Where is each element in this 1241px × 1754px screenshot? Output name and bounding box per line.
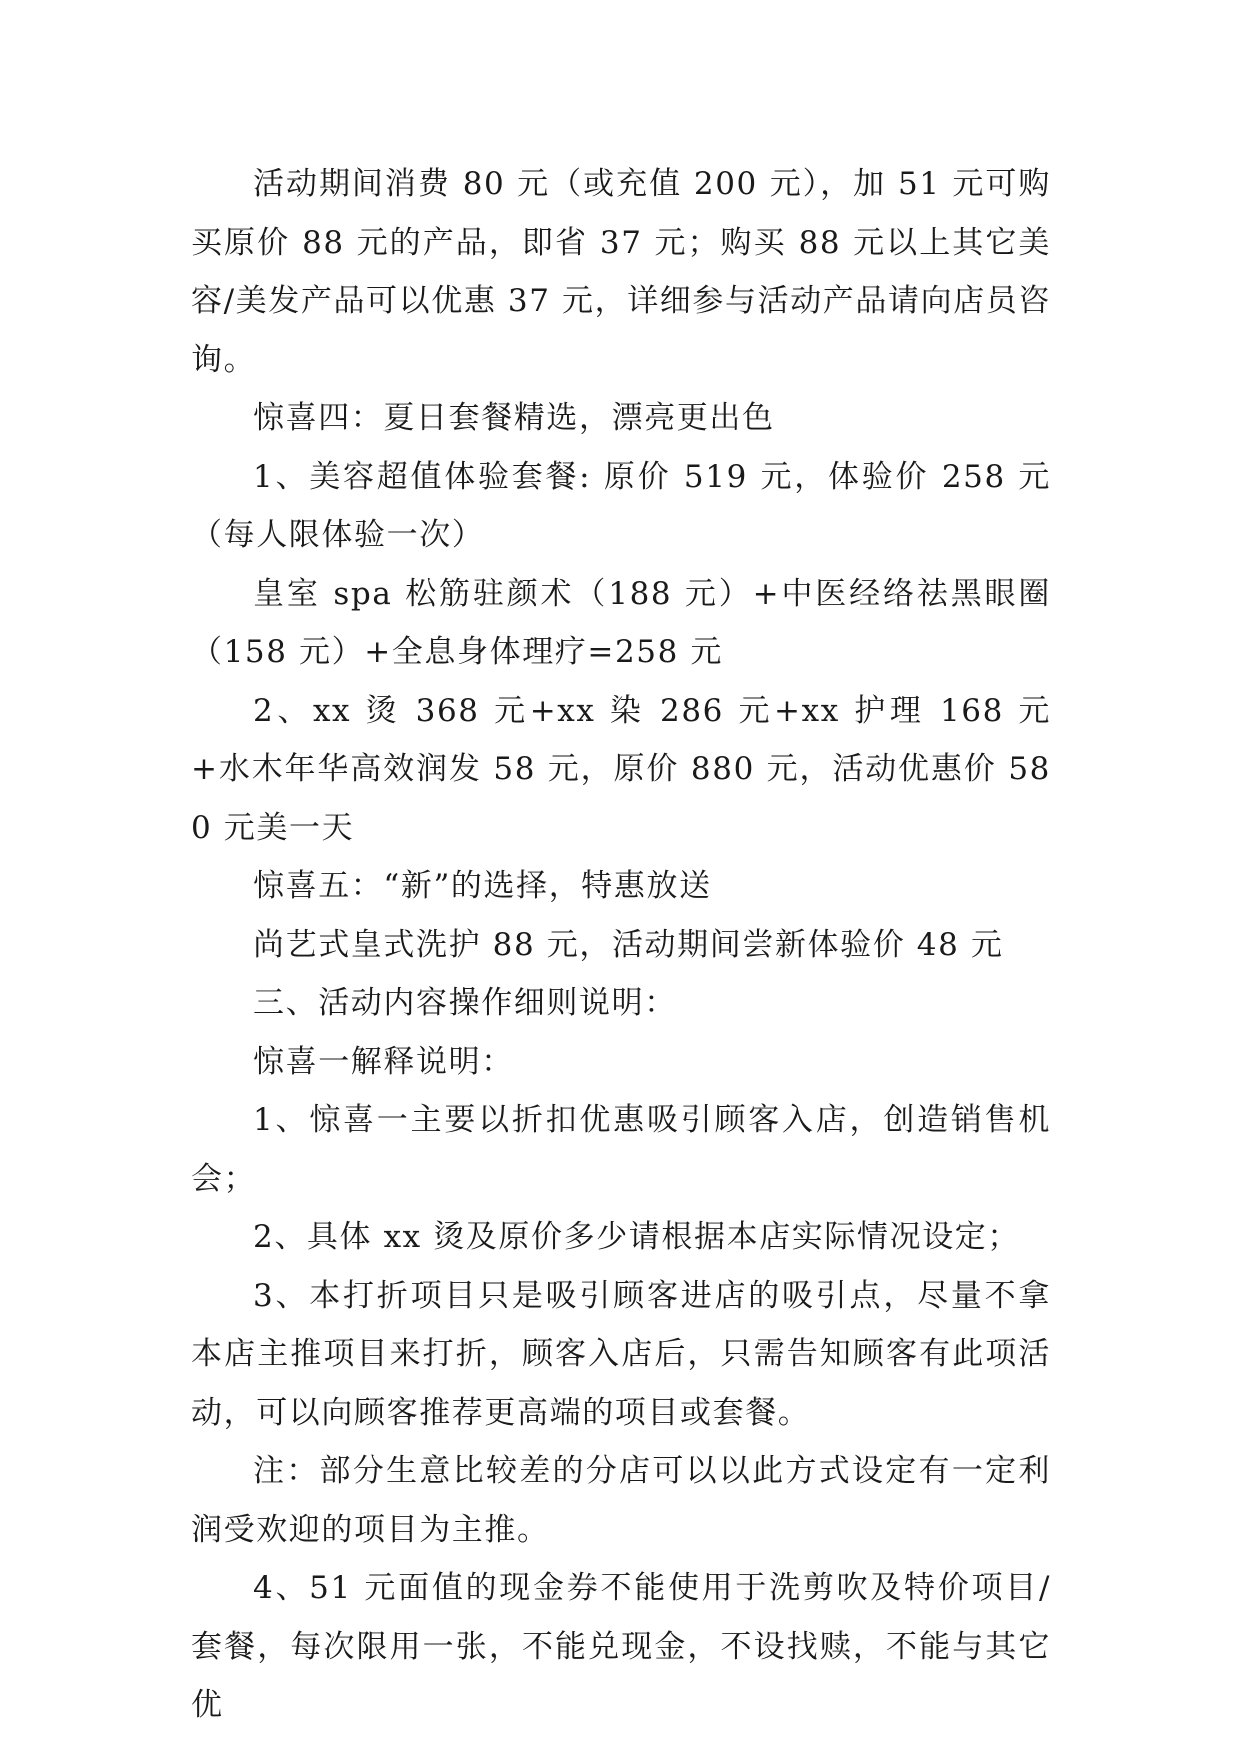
heading-section-three: 三、活动内容操作细则说明： xyxy=(253,985,677,1021)
paragraph-package-contents: 皇室 spa 松筋驻颜术（188 元）+中医经络祛黑眼圈（158 元）+全息身体理疗=258 元 xyxy=(191,575,1051,670)
list-item-2: 2、具体 xx 烫及原价多少请根据本店实际情况设定； xyxy=(253,1219,1020,1255)
list-item-3: 3、本打折项目只是吸引顾客进店的吸引点，尽量不拿本店主推项目来打折，顾客入店后，只需告知顾客有此项活动，可以向顾客推荐更高端的项目或套餐。 xyxy=(191,1277,1051,1431)
heading-surprise-four: 惊喜四：夏日套餐精选，漂亮更出色 xyxy=(253,400,775,436)
paragraph-note: 注：部分生意比较差的分店可以以此方式设定有一定利润受欢迎的项目为主推。 xyxy=(191,1453,1051,1548)
paragraph-beauty-package: 1、美容超值体验套餐: 原价 519 元，体验价 258 元（每人限体验一次） xyxy=(191,458,1051,553)
list-item-4: 4、51 元面值的现金券不能使用于洗剪吹及特价项目/套餐，每次限用一张，不能兑现金，不设找赎，不能与其它优 xyxy=(191,1570,1051,1723)
paragraph-purchase-offer: 活动期间消费 80 元（或充值 200 元），加 51 元可购买原价 88 元的产品，即省 37 元；购买 88 元以上其它美容/美发产品可以优惠 37 元，详细参与活动产品请向店员咨询。 xyxy=(191,166,1051,378)
paragraph-wash-care-offer: 尚艺式皇式洗护 88 元，活动期间尝新体验价 48 元 xyxy=(253,926,1004,963)
list-item-1: 1、惊喜一主要以折扣优惠吸引顾客入店，创造销售机会； xyxy=(191,1102,1051,1197)
heading-surprise-five: 惊喜五：“新”的选择，特惠放送 xyxy=(253,868,712,904)
heading-surprise-one-explanation: 惊喜一解释说明： xyxy=(253,1043,514,1080)
document-body xyxy=(191,155,1051,1735)
paragraph-hair-package: 2、xx 烫 368 元+xx 染 286 元+xx 护理 168 元+水木年华高效润发 58 元，原价 880 元，活动优惠价 580 元美一天 xyxy=(191,692,1051,846)
